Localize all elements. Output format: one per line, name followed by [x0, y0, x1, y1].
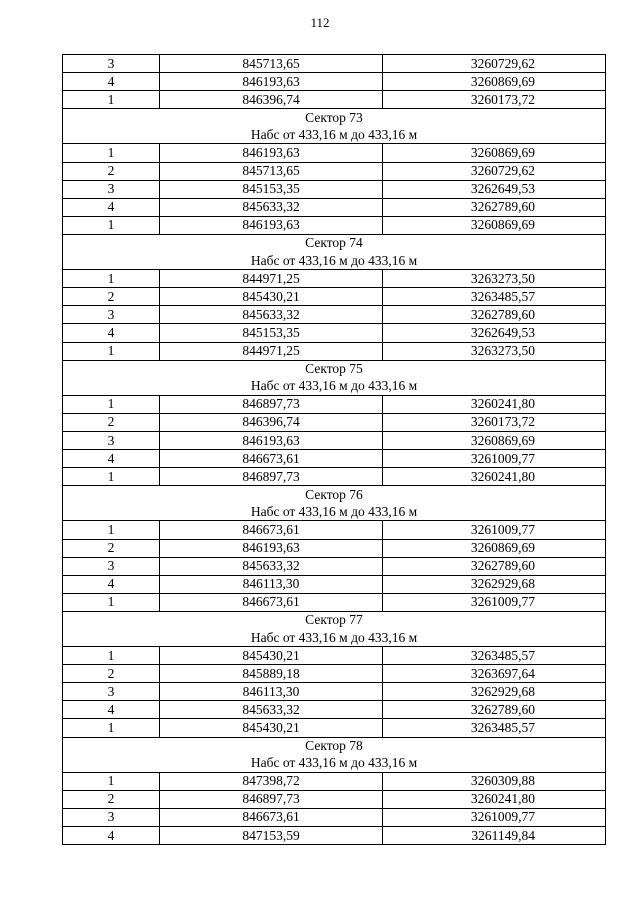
- y-coordinate-cell: 3262929,68: [383, 683, 606, 701]
- x-coordinate-cell: 846193,63: [160, 216, 383, 234]
- point-number-cell: 2: [63, 413, 160, 431]
- sector-title-row: [63, 109, 606, 127]
- point-number-cell: 2: [63, 539, 160, 557]
- x-coordinate-cell: 845633,32: [160, 306, 383, 324]
- x-coordinate-cell: 846113,30: [160, 683, 383, 701]
- y-coordinate-cell: 3261149,84: [383, 827, 606, 845]
- table-row: [63, 270, 606, 288]
- y-coordinate-cell: 3260869,69: [383, 539, 606, 557]
- point-number-cell: 2: [63, 288, 160, 306]
- x-coordinate-cell: 845713,65: [160, 55, 383, 73]
- y-coordinate-cell: 3262649,53: [383, 324, 606, 342]
- x-coordinate-cell: 845430,21: [160, 647, 383, 665]
- point-number-cell: 1: [63, 521, 160, 539]
- x-coordinate-cell: 845633,32: [160, 557, 383, 575]
- y-coordinate-cell: 3262789,60: [383, 198, 606, 216]
- sector-title-row: [63, 234, 606, 252]
- point-number-cell: 3: [63, 180, 160, 198]
- sector-title-row: [63, 360, 606, 378]
- table-row: [63, 557, 606, 575]
- sector-height-row: [63, 126, 606, 144]
- y-coordinate-cell: 3263485,57: [383, 647, 606, 665]
- point-number-cell: 3: [63, 557, 160, 575]
- coordinates-table-body: [63, 55, 606, 845]
- sector-height-range: Набс от 433,16 м до 433,16 м: [63, 252, 606, 270]
- sector-height-row: [63, 755, 606, 773]
- x-coordinate-cell: 846193,63: [160, 73, 383, 91]
- point-number-cell: 2: [63, 162, 160, 180]
- x-coordinate-cell: 846673,61: [160, 521, 383, 539]
- sector-height-row: [63, 378, 606, 396]
- table-row: [63, 450, 606, 468]
- point-number-cell: 4: [63, 73, 160, 91]
- point-number-cell: 3: [63, 808, 160, 826]
- y-coordinate-cell: 3260241,80: [383, 395, 606, 413]
- sector-title: Сектор 76: [63, 486, 606, 504]
- table-row: [63, 593, 606, 611]
- sector-height-range: Набс от 433,16 м до 433,16 м: [63, 755, 606, 773]
- table-row: [63, 719, 606, 737]
- y-coordinate-cell: 3261009,77: [383, 808, 606, 826]
- y-coordinate-cell: 3260869,69: [383, 216, 606, 234]
- x-coordinate-cell: 845633,32: [160, 701, 383, 719]
- y-coordinate-cell: 3260241,80: [383, 790, 606, 808]
- x-coordinate-cell: 844971,25: [160, 270, 383, 288]
- y-coordinate-cell: 3260729,62: [383, 55, 606, 73]
- y-coordinate-cell: 3263273,50: [383, 342, 606, 360]
- table-row: [63, 808, 606, 826]
- sector-height-range: Набс от 433,16 м до 433,16 м: [63, 629, 606, 647]
- sector-title: Сектор 78: [63, 737, 606, 755]
- table-row: [63, 665, 606, 683]
- sector-title-row: [63, 737, 606, 755]
- y-coordinate-cell: 3260173,72: [383, 91, 606, 109]
- table-row: [63, 701, 606, 719]
- sector-height-row: [63, 629, 606, 647]
- x-coordinate-cell: 846193,63: [160, 144, 383, 162]
- point-number-cell: 4: [63, 450, 160, 468]
- point-number-cell: 2: [63, 665, 160, 683]
- x-coordinate-cell: 845153,35: [160, 180, 383, 198]
- table-row: [63, 521, 606, 539]
- table-row: [63, 468, 606, 486]
- x-coordinate-cell: 846897,73: [160, 468, 383, 486]
- table-row: [63, 306, 606, 324]
- sector-title-row: [63, 611, 606, 629]
- x-coordinate-cell: 845713,65: [160, 162, 383, 180]
- point-number-cell: 3: [63, 55, 160, 73]
- table-row: [63, 647, 606, 665]
- point-number-cell: 1: [63, 593, 160, 611]
- y-coordinate-cell: 3260241,80: [383, 468, 606, 486]
- y-coordinate-cell: 3263485,57: [383, 719, 606, 737]
- table-row: [63, 575, 606, 593]
- y-coordinate-cell: 3263697,64: [383, 665, 606, 683]
- table-row: [63, 288, 606, 306]
- table-row: [63, 324, 606, 342]
- point-number-cell: 3: [63, 306, 160, 324]
- y-coordinate-cell: 3260869,69: [383, 144, 606, 162]
- table-row: [63, 162, 606, 180]
- table-row: [63, 395, 606, 413]
- y-coordinate-cell: 3262929,68: [383, 575, 606, 593]
- x-coordinate-cell: 846113,30: [160, 575, 383, 593]
- point-number-cell: 1: [63, 91, 160, 109]
- page-number: 112: [310, 15, 330, 30]
- sector-title: Сектор 73: [63, 109, 606, 127]
- table-row: [63, 790, 606, 808]
- table-row: [63, 91, 606, 109]
- table-row: [63, 413, 606, 431]
- coordinates-table: [62, 54, 606, 845]
- table-row: [63, 772, 606, 790]
- x-coordinate-cell: 845889,18: [160, 665, 383, 683]
- x-coordinate-cell: 846396,74: [160, 91, 383, 109]
- y-coordinate-cell: 3260173,72: [383, 413, 606, 431]
- y-coordinate-cell: 3262649,53: [383, 180, 606, 198]
- table-row: [63, 55, 606, 73]
- table-row: [63, 539, 606, 557]
- table-row: [63, 431, 606, 449]
- point-number-cell: 3: [63, 683, 160, 701]
- y-coordinate-cell: 3260869,69: [383, 73, 606, 91]
- table-row: [63, 342, 606, 360]
- x-coordinate-cell: 846897,73: [160, 790, 383, 808]
- x-coordinate-cell: 847153,59: [160, 827, 383, 845]
- point-number-cell: 1: [63, 395, 160, 413]
- sector-height-row: [63, 252, 606, 270]
- point-number-cell: 1: [63, 647, 160, 665]
- sector-title: Сектор 74: [63, 234, 606, 252]
- x-coordinate-cell: 847398,72: [160, 772, 383, 790]
- point-number-cell: 4: [63, 827, 160, 845]
- x-coordinate-cell: 846897,73: [160, 395, 383, 413]
- x-coordinate-cell: 846396,74: [160, 413, 383, 431]
- x-coordinate-cell: 844971,25: [160, 342, 383, 360]
- x-coordinate-cell: 845430,21: [160, 288, 383, 306]
- table-row: [63, 198, 606, 216]
- point-number-cell: 2: [63, 790, 160, 808]
- x-coordinate-cell: 846673,61: [160, 593, 383, 611]
- point-number-cell: 4: [63, 575, 160, 593]
- table-row: [63, 144, 606, 162]
- x-coordinate-cell: 846673,61: [160, 808, 383, 826]
- y-coordinate-cell: 3262789,60: [383, 306, 606, 324]
- point-number-cell: 4: [63, 198, 160, 216]
- x-coordinate-cell: 846193,63: [160, 539, 383, 557]
- y-coordinate-cell: 3263485,57: [383, 288, 606, 306]
- x-coordinate-cell: 845633,32: [160, 198, 383, 216]
- sector-height-range: Набс от 433,16 м до 433,16 м: [63, 126, 606, 144]
- table-row: [63, 827, 606, 845]
- table-row: [63, 683, 606, 701]
- x-coordinate-cell: 845153,35: [160, 324, 383, 342]
- point-number-cell: 3: [63, 431, 160, 449]
- point-number-cell: 1: [63, 719, 160, 737]
- y-coordinate-cell: 3261009,77: [383, 521, 606, 539]
- x-coordinate-cell: 846193,63: [160, 431, 383, 449]
- sector-height-range: Набс от 433,16 м до 433,16 м: [63, 378, 606, 396]
- y-coordinate-cell: 3261009,77: [383, 450, 606, 468]
- point-number-cell: 1: [63, 468, 160, 486]
- y-coordinate-cell: 3260309,88: [383, 772, 606, 790]
- sector-title-row: [63, 486, 606, 504]
- point-number-cell: 1: [63, 216, 160, 234]
- sector-title: Сектор 77: [63, 611, 606, 629]
- x-coordinate-cell: 846673,61: [160, 450, 383, 468]
- point-number-cell: 1: [63, 144, 160, 162]
- table-row: [63, 216, 606, 234]
- point-number-cell: 4: [63, 701, 160, 719]
- point-number-cell: 1: [63, 342, 160, 360]
- x-coordinate-cell: 845430,21: [160, 719, 383, 737]
- table-row: [63, 73, 606, 91]
- y-coordinate-cell: 3263273,50: [383, 270, 606, 288]
- y-coordinate-cell: 3262789,60: [383, 557, 606, 575]
- point-number-cell: 1: [63, 270, 160, 288]
- point-number-cell: 4: [63, 324, 160, 342]
- point-number-cell: 1: [63, 772, 160, 790]
- y-coordinate-cell: 3262789,60: [383, 701, 606, 719]
- sector-height-range: Набс от 433,16 м до 433,16 м: [63, 503, 606, 521]
- table-row: [63, 180, 606, 198]
- sector-height-row: [63, 503, 606, 521]
- sector-title: Сектор 75: [63, 360, 606, 378]
- y-coordinate-cell: 3260869,69: [383, 431, 606, 449]
- y-coordinate-cell: 3260729,62: [383, 162, 606, 180]
- y-coordinate-cell: 3261009,77: [383, 593, 606, 611]
